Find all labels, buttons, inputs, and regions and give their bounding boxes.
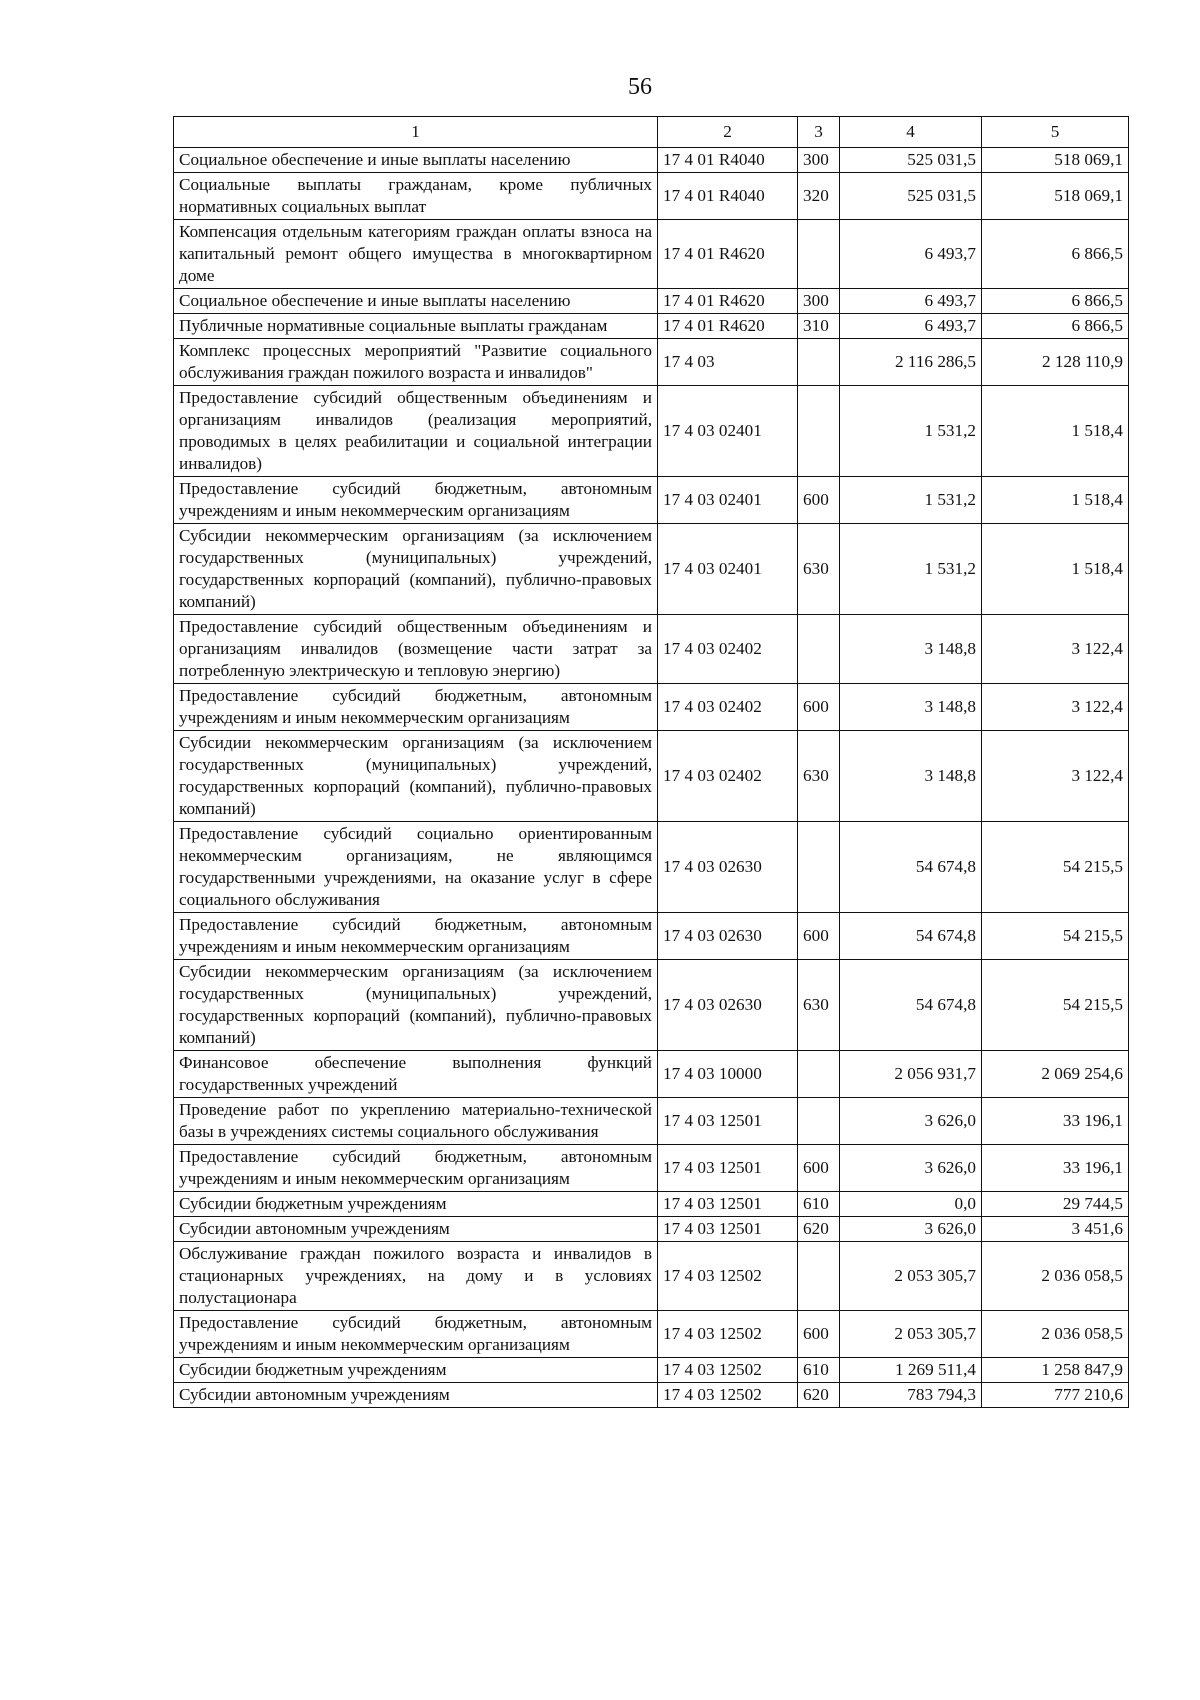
row-value-2024-cell: 54 674,8 [840,960,982,1051]
row-value-2024-cell: 525 031,5 [840,173,982,220]
row-code-cell: 17 4 03 02401 [658,477,798,524]
row-name-cell: Субсидии автономным учреждениям [174,1217,658,1242]
row-type-cell: 300 [798,289,840,314]
row-value-2024-cell: 1 531,2 [840,386,982,477]
row-value-2025-cell: 2 128 110,9 [982,339,1129,386]
row-value-2024-cell: 6 493,7 [840,289,982,314]
row-name-cell: Социальное обеспечение и иные выплаты населению [174,148,658,173]
row-code-cell: 17 4 03 12501 [658,1145,798,1192]
table-row [174,684,1129,731]
row-type-cell: 610 [798,1358,840,1383]
row-name-cell: Социальное обеспечение и иные выплаты населению [174,289,658,314]
page-number: 56 [628,74,652,100]
row-type-cell [798,220,840,289]
row-value-2025-cell: 3 451,6 [982,1217,1129,1242]
table-row [174,148,1129,173]
row-value-2025-cell: 54 215,5 [982,913,1129,960]
row-value-2025-cell: 518 069,1 [982,148,1129,173]
table-row [174,960,1129,1051]
row-name-cell: Финансовое обеспечение выполнения функций государственных учреждений [174,1051,658,1098]
row-name-cell: Предоставление субсидий бюджетным, автономным учреждениям и иным некоммерческим организациям [174,913,658,960]
row-name-cell: Обслуживание граждан пожилого возраста и инвалидов в стационарных учреждениях, на дому и в условиях полустационара [174,1242,658,1311]
row-value-2024-cell: 525 031,5 [840,148,982,173]
row-code-cell: 17 4 03 12501 [658,1192,798,1217]
row-value-2025-cell: 3 122,4 [982,684,1129,731]
row-code-cell: 17 4 03 12501 [658,1098,798,1145]
row-value-2025-cell: 33 196,1 [982,1098,1129,1145]
row-type-cell: 300 [798,148,840,173]
row-value-2025-cell: 1 258 847,9 [982,1358,1129,1383]
table-row [174,289,1129,314]
row-type-cell [798,615,840,684]
row-type-cell: 630 [798,731,840,822]
row-code-cell: 17 4 03 12502 [658,1358,798,1383]
table-row [174,524,1129,615]
column-header-3: 3 [798,117,840,148]
row-name-cell: Публичные нормативные социальные выплаты гражданам [174,314,658,339]
row-code-cell: 17 4 03 02401 [658,386,798,477]
table-row [174,1098,1129,1145]
table-row [174,477,1129,524]
row-code-cell: 17 4 01 R4620 [658,220,798,289]
row-name-cell: Социальные выплаты гражданам, кроме публичных нормативных социальных выплат [174,173,658,220]
row-code-cell: 17 4 03 02630 [658,960,798,1051]
row-value-2024-cell: 2 053 305,7 [840,1242,982,1311]
row-code-cell: 17 4 03 [658,339,798,386]
budget-table [173,116,1129,1408]
row-code-cell: 17 4 03 10000 [658,1051,798,1098]
row-code-cell: 17 4 01 R4040 [658,148,798,173]
row-type-cell: 600 [798,684,840,731]
row-value-2024-cell: 6 493,7 [840,220,982,289]
row-type-cell: 320 [798,173,840,220]
row-value-2024-cell: 54 674,8 [840,913,982,960]
row-name-cell: Субсидии некоммерческим организациям (за исключением государственных (муниципальных) учреждений, государственных корпораций (компаний), публично-правовых компаний) [174,524,658,615]
row-value-2024-cell: 2 056 931,7 [840,1051,982,1098]
row-code-cell: 17 4 01 R4620 [658,289,798,314]
row-value-2025-cell: 1 518,4 [982,477,1129,524]
row-value-2025-cell: 1 518,4 [982,386,1129,477]
row-type-cell: 630 [798,524,840,615]
row-name-cell: Предоставление субсидий общественным объединениям и организациям инвалидов (реализация мероприятий, проводимых в целях реабилитации и социальной интеграции инвалидов) [174,386,658,477]
row-value-2025-cell: 2 036 058,5 [982,1242,1129,1311]
row-type-cell: 610 [798,1192,840,1217]
row-value-2025-cell: 54 215,5 [982,960,1129,1051]
table-row [174,1358,1129,1383]
row-value-2024-cell: 3 626,0 [840,1217,982,1242]
row-type-cell: 620 [798,1383,840,1408]
row-value-2025-cell: 1 518,4 [982,524,1129,615]
row-name-cell: Субсидии автономным учреждениям [174,1383,658,1408]
row-name-cell: Субсидии некоммерческим организациям (за исключением государственных (муниципальных) учреждений, государственных корпораций (компаний), публично-правовых компаний) [174,731,658,822]
row-value-2024-cell: 3 148,8 [840,684,982,731]
row-value-2024-cell: 2 116 286,5 [840,339,982,386]
row-value-2025-cell: 518 069,1 [982,173,1129,220]
row-value-2024-cell: 0,0 [840,1192,982,1217]
row-code-cell: 17 4 03 12502 [658,1383,798,1408]
row-value-2024-cell: 2 053 305,7 [840,1311,982,1358]
row-type-cell: 600 [798,477,840,524]
table-row [174,913,1129,960]
row-name-cell: Субсидии бюджетным учреждениям [174,1192,658,1217]
row-type-cell: 310 [798,314,840,339]
column-header-5: 5 [982,117,1129,148]
row-value-2024-cell: 6 493,7 [840,314,982,339]
row-value-2025-cell: 54 215,5 [982,822,1129,913]
row-value-2025-cell: 2 036 058,5 [982,1311,1129,1358]
row-type-cell: 600 [798,1311,840,1358]
table-row [174,386,1129,477]
row-type-cell [798,1098,840,1145]
row-type-cell [798,1051,840,1098]
row-value-2025-cell: 6 866,5 [982,314,1129,339]
row-name-cell: Проведение работ по укреплению материально-технической базы в учреждениях системы социального обслуживания [174,1098,658,1145]
row-name-cell: Субсидии бюджетным учреждениям [174,1358,658,1383]
table-row [174,1311,1129,1358]
row-code-cell: 17 4 03 02630 [658,822,798,913]
row-name-cell: Предоставление субсидий бюджетным, автономным учреждениям и иным некоммерческим организациям [174,1145,658,1192]
row-value-2025-cell: 3 122,4 [982,731,1129,822]
row-type-cell [798,339,840,386]
table-row [174,1383,1129,1408]
row-code-cell: 17 4 03 02630 [658,913,798,960]
row-value-2024-cell: 3 626,0 [840,1098,982,1145]
row-name-cell: Предоставление субсидий общественным объединениям и организациям инвалидов (возмещение части затрат за потребленную электрическую и тепловую энергию) [174,615,658,684]
table-row [174,1145,1129,1192]
row-name-cell: Предоставление субсидий бюджетным, автономным учреждениям и иным некоммерческим организациям [174,684,658,731]
row-value-2025-cell: 2 069 254,6 [982,1051,1129,1098]
row-type-cell [798,1242,840,1311]
row-code-cell: 17 4 03 02402 [658,684,798,731]
table-body [174,148,1129,1408]
row-type-cell: 600 [798,913,840,960]
row-value-2024-cell: 3 626,0 [840,1145,982,1192]
table-row [174,1051,1129,1098]
row-value-2024-cell: 1 269 511,4 [840,1358,982,1383]
column-header-1: 1 [174,117,658,148]
row-code-cell: 17 4 03 02402 [658,731,798,822]
row-value-2024-cell: 1 531,2 [840,477,982,524]
row-name-cell: Комплекс процессных мероприятий "Развитие социального обслуживания граждан пожилого возраста и инвалидов" [174,339,658,386]
column-header-4: 4 [840,117,982,148]
table-row [174,339,1129,386]
table-row [174,220,1129,289]
row-type-cell: 600 [798,1145,840,1192]
row-value-2025-cell: 3 122,4 [982,615,1129,684]
table-row [174,731,1129,822]
table-row [174,822,1129,913]
row-value-2024-cell: 54 674,8 [840,822,982,913]
row-type-cell [798,822,840,913]
table-row [174,173,1129,220]
row-code-cell: 17 4 03 12502 [658,1311,798,1358]
row-value-2025-cell: 777 210,6 [982,1383,1129,1408]
row-name-cell: Предоставление субсидий бюджетным, автономным учреждениям и иным некоммерческим организациям [174,477,658,524]
row-value-2024-cell: 1 531,2 [840,524,982,615]
row-name-cell: Предоставление субсидий бюджетным, автономным учреждениям и иным некоммерческим организациям [174,1311,658,1358]
row-value-2024-cell: 3 148,8 [840,731,982,822]
row-type-cell: 620 [798,1217,840,1242]
row-value-2025-cell: 29 744,5 [982,1192,1129,1217]
row-code-cell: 17 4 03 12501 [658,1217,798,1242]
row-value-2024-cell: 3 148,8 [840,615,982,684]
row-name-cell: Компенсация отдельным категориям граждан оплаты взноса на капитальный ремонт общего имущества в многоквартирном доме [174,220,658,289]
table-row [174,1192,1129,1217]
table-row [174,1242,1129,1311]
row-code-cell: 17 4 03 02402 [658,615,798,684]
row-name-cell: Предоставление субсидий социально ориентированным некоммерческим организациям, не являющимся государственными учреждениями, на оказание услуг в сфере социального обслуживания [174,822,658,913]
row-type-cell [798,386,840,477]
table-row [174,1217,1129,1242]
row-code-cell: 17 4 01 R4040 [658,173,798,220]
row-value-2025-cell: 6 866,5 [982,289,1129,314]
row-value-2025-cell: 6 866,5 [982,220,1129,289]
row-code-cell: 17 4 03 02401 [658,524,798,615]
row-code-cell: 17 4 01 R4620 [658,314,798,339]
table-header-row [174,117,1129,148]
row-value-2025-cell: 33 196,1 [982,1145,1129,1192]
row-type-cell: 630 [798,960,840,1051]
table-row [174,314,1129,339]
row-code-cell: 17 4 03 12502 [658,1242,798,1311]
column-header-2: 2 [658,117,798,148]
row-value-2024-cell: 783 794,3 [840,1383,982,1408]
row-name-cell: Субсидии некоммерческим организациям (за исключением государственных (муниципальных) учреждений, государственных корпораций (компаний), публично-правовых компаний) [174,960,658,1051]
table-row [174,615,1129,684]
